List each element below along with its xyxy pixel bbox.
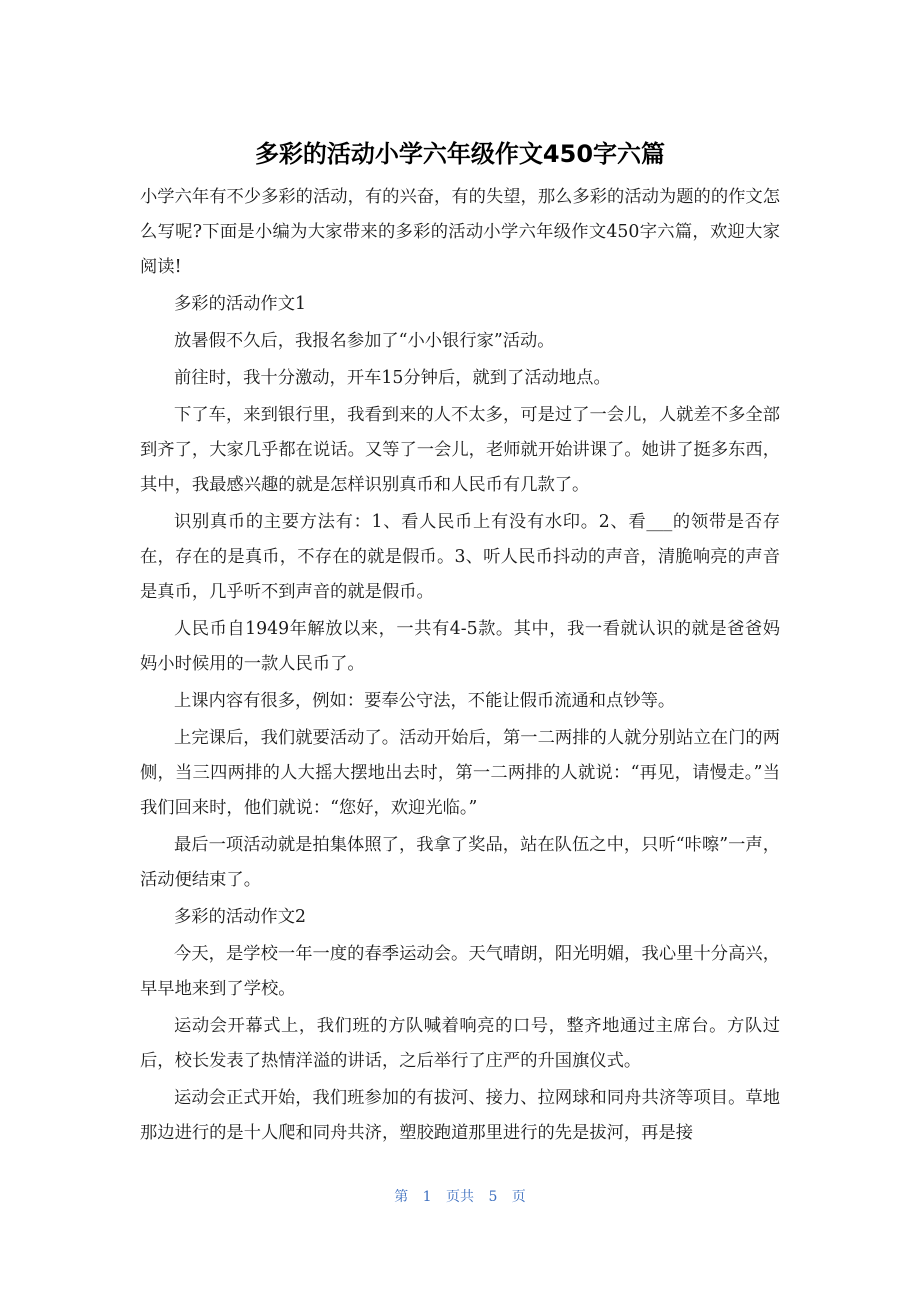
body-paragraph: 运动会开幕式上，我们班的方队喊着响亮的口号，整齐地通过主席台。方队过后，校长发表了热情洋溢的讲话，之后举行了庄严的升国旗仪式。	[140, 1016, 780, 1071]
body-paragraph: 今天，是学校一年一度的春季运动会。天气晴朗，阳光明媚，我心里十分高兴，早早地来到了学校。	[140, 944, 780, 999]
page-number-footer: 第 1 页共 5 页	[394, 1189, 526, 1205]
body-paragraph: 上课内容有很多，例如：要奉公守法，不能让假币流通和点钞等。	[174, 691, 676, 711]
body-paragraph: 人民币自1949年解放以来，一共有4-5款。其中，我一看就认识的就是爸爸妈妈小时候用的一款人民币了。	[140, 619, 780, 674]
section-heading: 多彩的活动作文1	[174, 294, 306, 314]
body-paragraph: 前往时，我十分激动，开车15分钟后，就到了活动地点。	[174, 368, 611, 388]
body-paragraph: 最后一项活动就是拍集体照了，我拿了奖品，站在队伍之中，只听“咔嚓”一声，活动便结束了。	[140, 835, 780, 890]
body-paragraph: 识别真币的主要方法有：1、看人民币上有没有水印。2、看___的领带是否存在，存在的是真币，不存在的就是假币。3、听人民币抖动的声音，清脆响亮的声音是真币，几乎听不到声音的就是假币。	[140, 512, 780, 602]
intro-paragraph: 小学六年有不少多彩的活动，有的兴奋，有的失望，那么多彩的活动为题的的作文怎么写呢?下面是小编为大家带来的多彩的活动小学六年级作文450字六篇，欢迎大家阅读!	[140, 187, 780, 277]
body-paragraph: 下了车，来到银行里，我看到来的人不太多，可是过了一会儿，人就差不多全部到齐了，大家几乎都在说话。又等了一会儿，老师就开始讲课了。她讲了挺多东西，其中，我最感兴趣的就是怎样识别真币和人民币有几款了。	[140, 405, 780, 495]
document-title: 多彩的活动小学六年级作文450字六篇	[254, 140, 666, 168]
document-body	[140, 180, 780, 1153]
section-heading: 多彩的活动作文2	[174, 907, 306, 927]
body-paragraph: 运动会正式开始，我们班参加的有拔河、接力、拉网球和同舟共济等项目。草地那边进行的是十人爬和同舟共济，塑胶跑道那里进行的先是拔河，再是接	[140, 1088, 780, 1143]
body-paragraph: 放暑假不久后，我报名参加了“小小银行家”活动。	[174, 331, 555, 351]
body-paragraph: 上完课后，我们就要活动了。活动开始后，第一二两排的人就分别站立在门的两侧，当三四两排的人大摇大摆地出去时，第一二两排的人就说：“再见，请慢走。”当我们回来时，他们就说：“您好，欢迎光临。”	[140, 728, 780, 818]
